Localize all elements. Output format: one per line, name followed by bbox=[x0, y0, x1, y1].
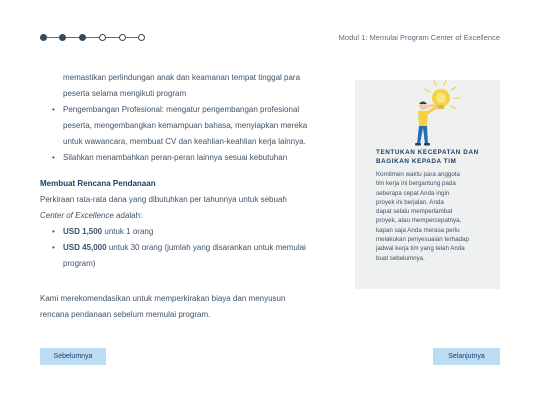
list-item bbox=[40, 102, 325, 150]
tip-card-line: proyek ini berjalan. Anda bbox=[376, 198, 444, 206]
tip-card-body bbox=[376, 170, 486, 263]
next-button[interactable]: Selanjutnya bbox=[433, 348, 500, 365]
paragraph-line bbox=[40, 208, 325, 224]
list-item bbox=[40, 224, 325, 240]
cost-desc: untuk 1 orang bbox=[102, 227, 154, 236]
tip-card-title bbox=[376, 148, 491, 166]
tip-card-line: melakukan penyesuaian terhadap bbox=[376, 236, 469, 244]
paragraph-line: Perkiraan rata-rata dana yang dibutuhkan per tahunnya untuk sebuah bbox=[40, 195, 287, 204]
list-item bbox=[40, 240, 325, 272]
cost-amount: USD 1,500 bbox=[63, 227, 103, 236]
progress-step-4 bbox=[99, 34, 106, 41]
role-list bbox=[40, 102, 325, 166]
program-name: Center of Excellence bbox=[40, 211, 114, 220]
cost-desc-cont: program) bbox=[63, 259, 96, 268]
cost-amount: USD 45,000 bbox=[63, 243, 107, 252]
continuation-line: peserta selama mengikuti program bbox=[63, 89, 187, 98]
tip-card-line: dapat selalu memperlambat bbox=[376, 208, 453, 216]
cost-list bbox=[40, 224, 325, 272]
tip-card-line: seberapa cepat Anda ingin bbox=[376, 189, 450, 197]
tip-card-line: proyek, atau mempercepatnya, bbox=[376, 217, 462, 225]
previous-button[interactable]: Sebelumnya bbox=[40, 348, 106, 365]
section-heading: Membuat Rencana Pendanaan bbox=[40, 179, 156, 188]
tip-card-line: jadwal kerja tim yang telah Anda bbox=[376, 245, 465, 253]
person-holding-lightbulb-icon bbox=[390, 80, 470, 150]
module-title: Modul 1: Memulai Program Center of Excellence bbox=[338, 33, 500, 42]
progress-step-2 bbox=[59, 34, 66, 41]
tip-card bbox=[355, 80, 500, 289]
cost-desc: untuk 30 orang (jumlah yang disarankan untuk memulai bbox=[106, 243, 306, 252]
progress-step-6 bbox=[138, 34, 145, 41]
tip-card-title-line: BAGIKAN KEPADA TIM bbox=[376, 158, 457, 165]
tip-card-line: buat sebelumnya. bbox=[376, 254, 425, 262]
tip-card-title-line: TENTUKAN KECEPATAN DAN bbox=[376, 149, 479, 156]
main-content bbox=[40, 70, 325, 323]
progress-stepper bbox=[40, 34, 144, 42]
closing-line: Kami merekomendasikan untuk memperkirakan biaya dan menyusun bbox=[40, 294, 286, 303]
tip-card-line: tim kerja ini bergantung pada bbox=[376, 180, 456, 188]
closing-line: rencana pendanaan sebelum memulai program. bbox=[40, 310, 211, 319]
tip-card-line: kapan saja Anda merasa perlu bbox=[376, 226, 460, 234]
progress-step-1 bbox=[40, 34, 47, 41]
progress-step-3 bbox=[79, 34, 86, 41]
list-item-line: peserta, mengembangkan kemampuan bahasa, menyiapkan mereka bbox=[63, 121, 308, 130]
list-item-line: untuk wawancara, membuat CV dan keahlian-keahlian kerja lainnya. bbox=[63, 137, 306, 146]
paragraph-tail: adalah: bbox=[113, 211, 143, 220]
list-item-line: Silahkan menambahkan peran-peran lainnya sesuai kebutuhan bbox=[63, 153, 288, 162]
continuation-line: memastikan perlindungan anak dan keamanan tempat tinggal para bbox=[63, 73, 301, 82]
list-item-line: Pengembangan Profesional: mengatur pengembangan profesional bbox=[63, 105, 300, 114]
tip-card-line: Komitmen waktu para anggota bbox=[376, 171, 460, 178]
list-item bbox=[40, 150, 325, 166]
progress-track bbox=[42, 37, 142, 38]
progress-step-5 bbox=[119, 34, 126, 41]
